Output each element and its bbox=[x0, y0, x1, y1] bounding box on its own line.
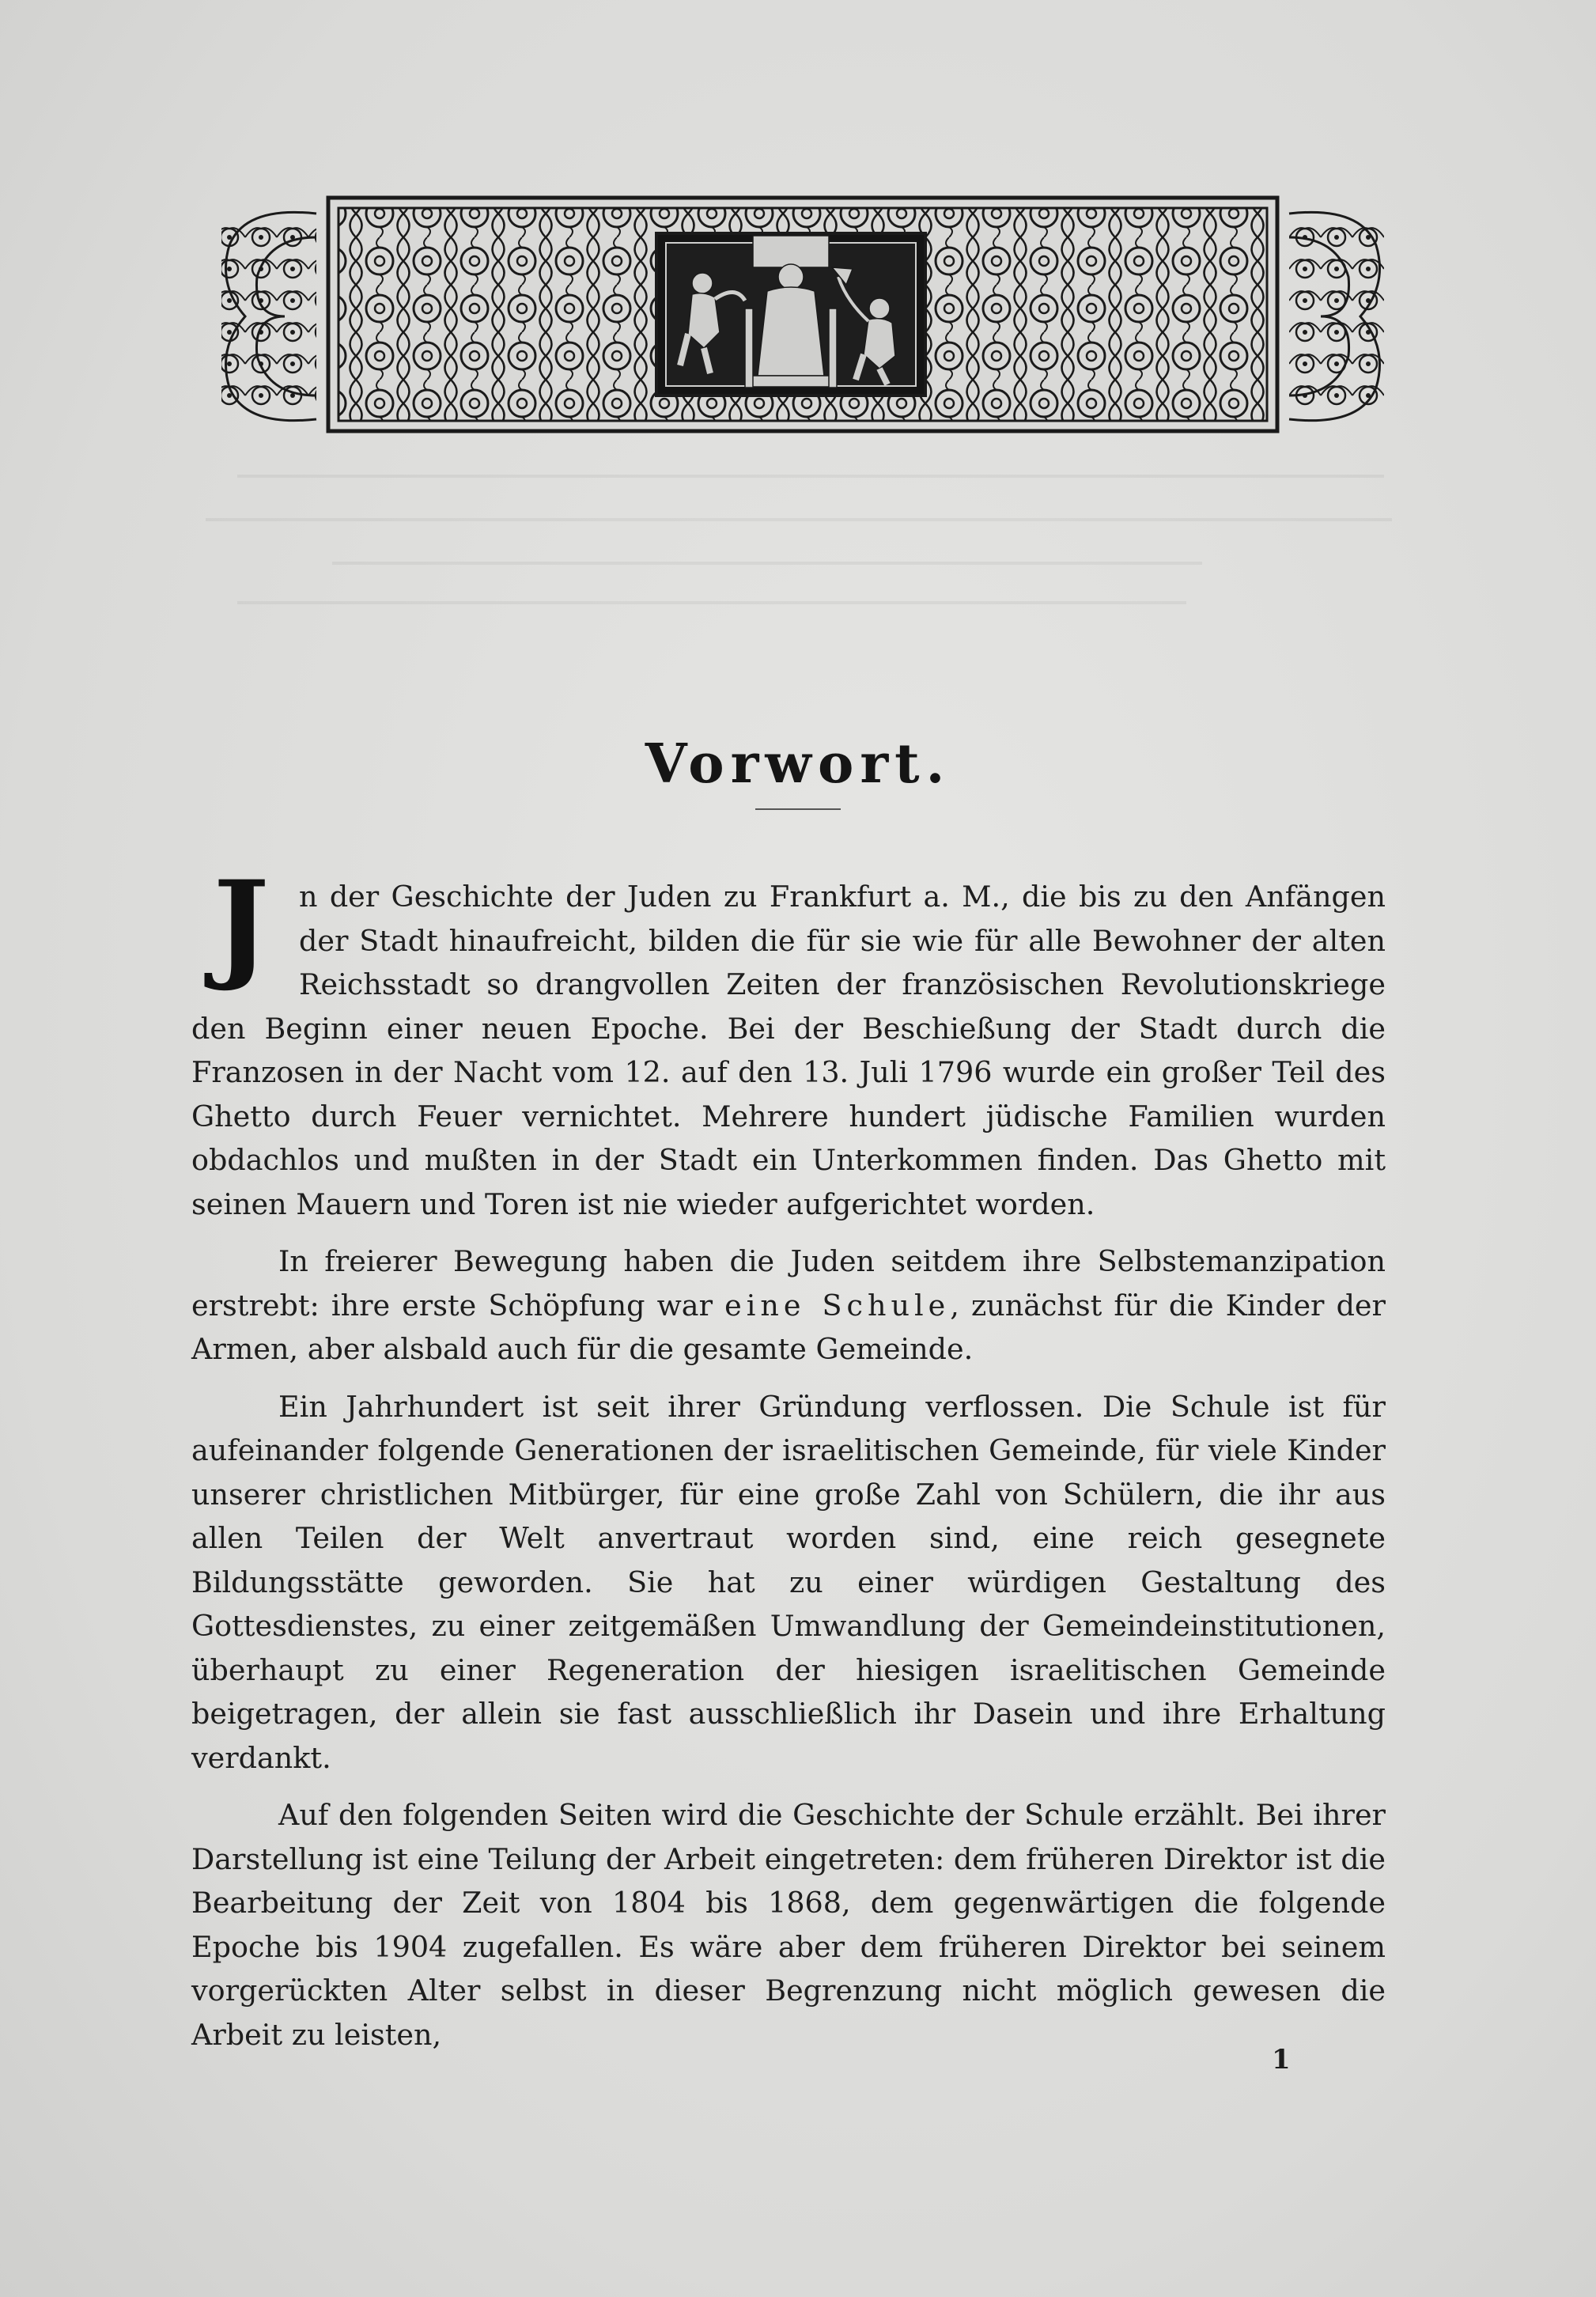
drop-cap-initial: J bbox=[213, 855, 270, 994]
paragraph-1-text: n der Geschichte der Juden zu Frankfurt a. M., die bis zu den Anfängen der Stadt hinaufreicht, bilden die für sie wie für alle Bewohner der alten Reichsstadt so drangvollen Zeiten der französischen Revolutionskriege den Beginn einer neuen Epoche. Bei der Beschießung der Stadt durch die Franzosen in der Nacht vom 12. auf den 13. Juli 1796 wurde ein großer Teil des Ghetto durch Feuer vernichtet. Mehrere hundert jüdische Familien wurden obdachlos und mußten in der Stadt ein Unterkommen finden. Das Ghetto mit seinen Mauern und Toren ist nie wieder aufgerichtet worden. bbox=[191, 880, 1386, 1221]
paragraph-2 bbox=[191, 1239, 1386, 1372]
paragraph-3: Ein Jahrhundert ist seit ihrer Gründung verflossen. Die Schule ist für aufeinander folgende Generationen der israelitischen Gemeinde, für viele Kinder unserer christlichen Mitbürger, für eine große Zahl von Schülern, die ihr aus allen Teilen der Welt anvertraut worden sind, eine reich gesegnete Bildungsstätte geworden. Sie hat zu einer würdigen Gestaltung des Gottesdienstes, zu einer zeitgemäßen Umwandlung der Gemeindeinstitutionen, überhaupt zu einer Regeneration der hiesigen israelitischen Gemeinde beigetragen, der allein sie fast ausschließlich ihr Dasein und ihre Erhaltung verdankt. bbox=[191, 1389, 1386, 1775]
bleed-through-line bbox=[237, 601, 1186, 612]
paragraph-2-text-after: , zunächst für die Kinder der Armen, aber alsbald auch für die gesamte Gemeinde. bbox=[191, 1288, 1386, 1366]
page-number: 1 bbox=[1272, 2044, 1291, 2076]
left-flourish bbox=[221, 212, 316, 420]
bleed-through-line bbox=[332, 562, 1202, 573]
bleed-through-line bbox=[237, 475, 1384, 486]
paragraph-4: Auf den folgenden Seiten wird die Geschichte der Schule erzählt. Bei ihrer Darstellung ist eine Teilung der Arbeit eingetreten: dem früheren Direktor ist die Bearbeitung der Zeit von 1804 bis 1868, dem gegenwärtigen die folgende Epoche bis 1904 zugefallen. Es wäre aber dem früheren Direktor bei seinem vorgerückten Alter selbst in dieser Begrenzung nicht möglich gewesen die Arbeit zu leisten, bbox=[191, 1798, 1386, 2052]
headpiece-ornament bbox=[214, 190, 1392, 443]
title-divider bbox=[755, 808, 841, 810]
body-text bbox=[191, 855, 1386, 2057]
page-title: Vorwort. bbox=[645, 732, 951, 796]
right-flourish bbox=[1289, 212, 1384, 420]
paragraph-1 bbox=[191, 855, 1386, 1226]
paragraph-2-text-before: In freierer Bewegung haben die Juden seitdem ihre Selbstemanzipation erstrebt: ihre erste Schöpfung war bbox=[191, 1244, 1386, 1323]
paragraph-2-emphasis: eine Schule bbox=[724, 1288, 951, 1323]
bleed-through-line bbox=[206, 518, 1392, 529]
